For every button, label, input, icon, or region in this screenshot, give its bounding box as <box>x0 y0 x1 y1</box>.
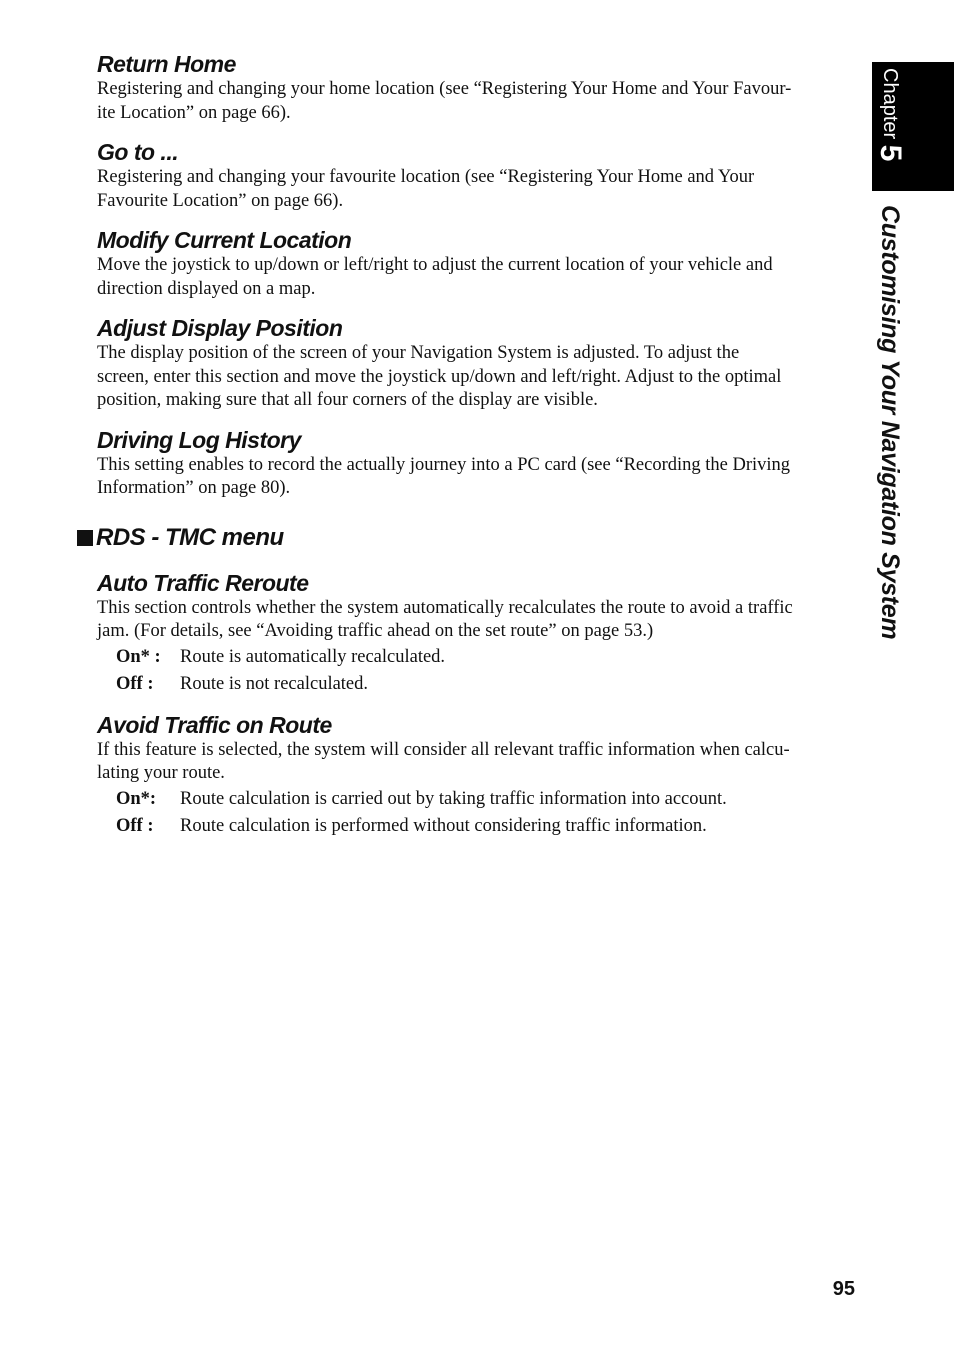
section-return-home <box>97 50 859 125</box>
section-body: Registering and changing your favourite location (see “Registering Your Home and Your Favourite Location” on page 66). <box>97 167 755 211</box>
section-heading: Avoid Traffic on Route <box>97 711 332 738</box>
section-body: This section controls whether the system automatically recalculates the route to avoid a traffic jam. (For details, see “Avoiding traffic ahead on the set route” on page 53.) <box>97 597 793 641</box>
page-number: 95 <box>832 1278 855 1300</box>
option-row <box>116 813 859 840</box>
option-key: On*: <box>116 788 157 809</box>
chapter-label: Chapter 5 <box>874 68 907 162</box>
option-text: Route is not recalculated. <box>180 673 369 694</box>
option-row <box>116 786 859 813</box>
section-heading: Adjust Display Position <box>97 315 343 341</box>
rds-tmc-menu-heading: RDS - TMC menu <box>77 523 859 553</box>
section-body: This setting enables to record the actually journey into a PC card (see “Recording the Driving Information” on page 80). <box>97 454 791 498</box>
chapter-title: Customising Your Navigation System <box>876 205 904 640</box>
section-heading: Modify Current Location <box>97 227 352 253</box>
section-driving-log-history <box>97 426 859 501</box>
option-text: Route is automatically recalculated. <box>180 646 446 667</box>
section-modify-current-location <box>97 226 859 301</box>
option-key: Off : <box>116 673 154 694</box>
section-body: The display position of the screen of your Navigation System is adjusted. To adjust the screen, enter this section and move the joystick up/down and left/right. Adjust to the optimal position, making sure that all four corners of the display are visible. <box>97 343 782 410</box>
page-content <box>97 50 859 853</box>
section-go-to <box>97 138 859 213</box>
section-body: If this feature is selected, the system will consider all relevant traffic information when calcu- lating your route. <box>97 739 790 783</box>
section-heading: Auto Traffic Reroute <box>97 569 309 596</box>
option-row <box>116 671 859 698</box>
section-body: Move the joystick to up/down or left/right to adjust the current location of your vehicle and direction displayed on a map. <box>97 255 773 299</box>
option-text: Route calculation is carried out by taking traffic information into account. <box>180 788 727 809</box>
section-avoid-traffic-on-route <box>97 711 859 840</box>
section-heading: Driving Log History <box>97 426 301 453</box>
option-key: Off : <box>116 815 154 836</box>
section-heading: Return Home <box>97 51 236 77</box>
section-adjust-display-position <box>97 314 859 413</box>
square-bullet-icon <box>77 530 93 546</box>
option-text: Route calculation is performed without considering traffic information. <box>180 815 707 836</box>
section-body: Registering and changing your home location (see “Registering Your Home and Your Favour- ite Location” on page 66). <box>97 79 792 123</box>
section-heading: Go to ... <box>97 139 179 165</box>
section-auto-traffic-reroute <box>97 569 859 698</box>
chapter-number: 5 <box>874 144 907 162</box>
option-key: On* : <box>116 646 161 667</box>
option-row <box>116 644 859 671</box>
